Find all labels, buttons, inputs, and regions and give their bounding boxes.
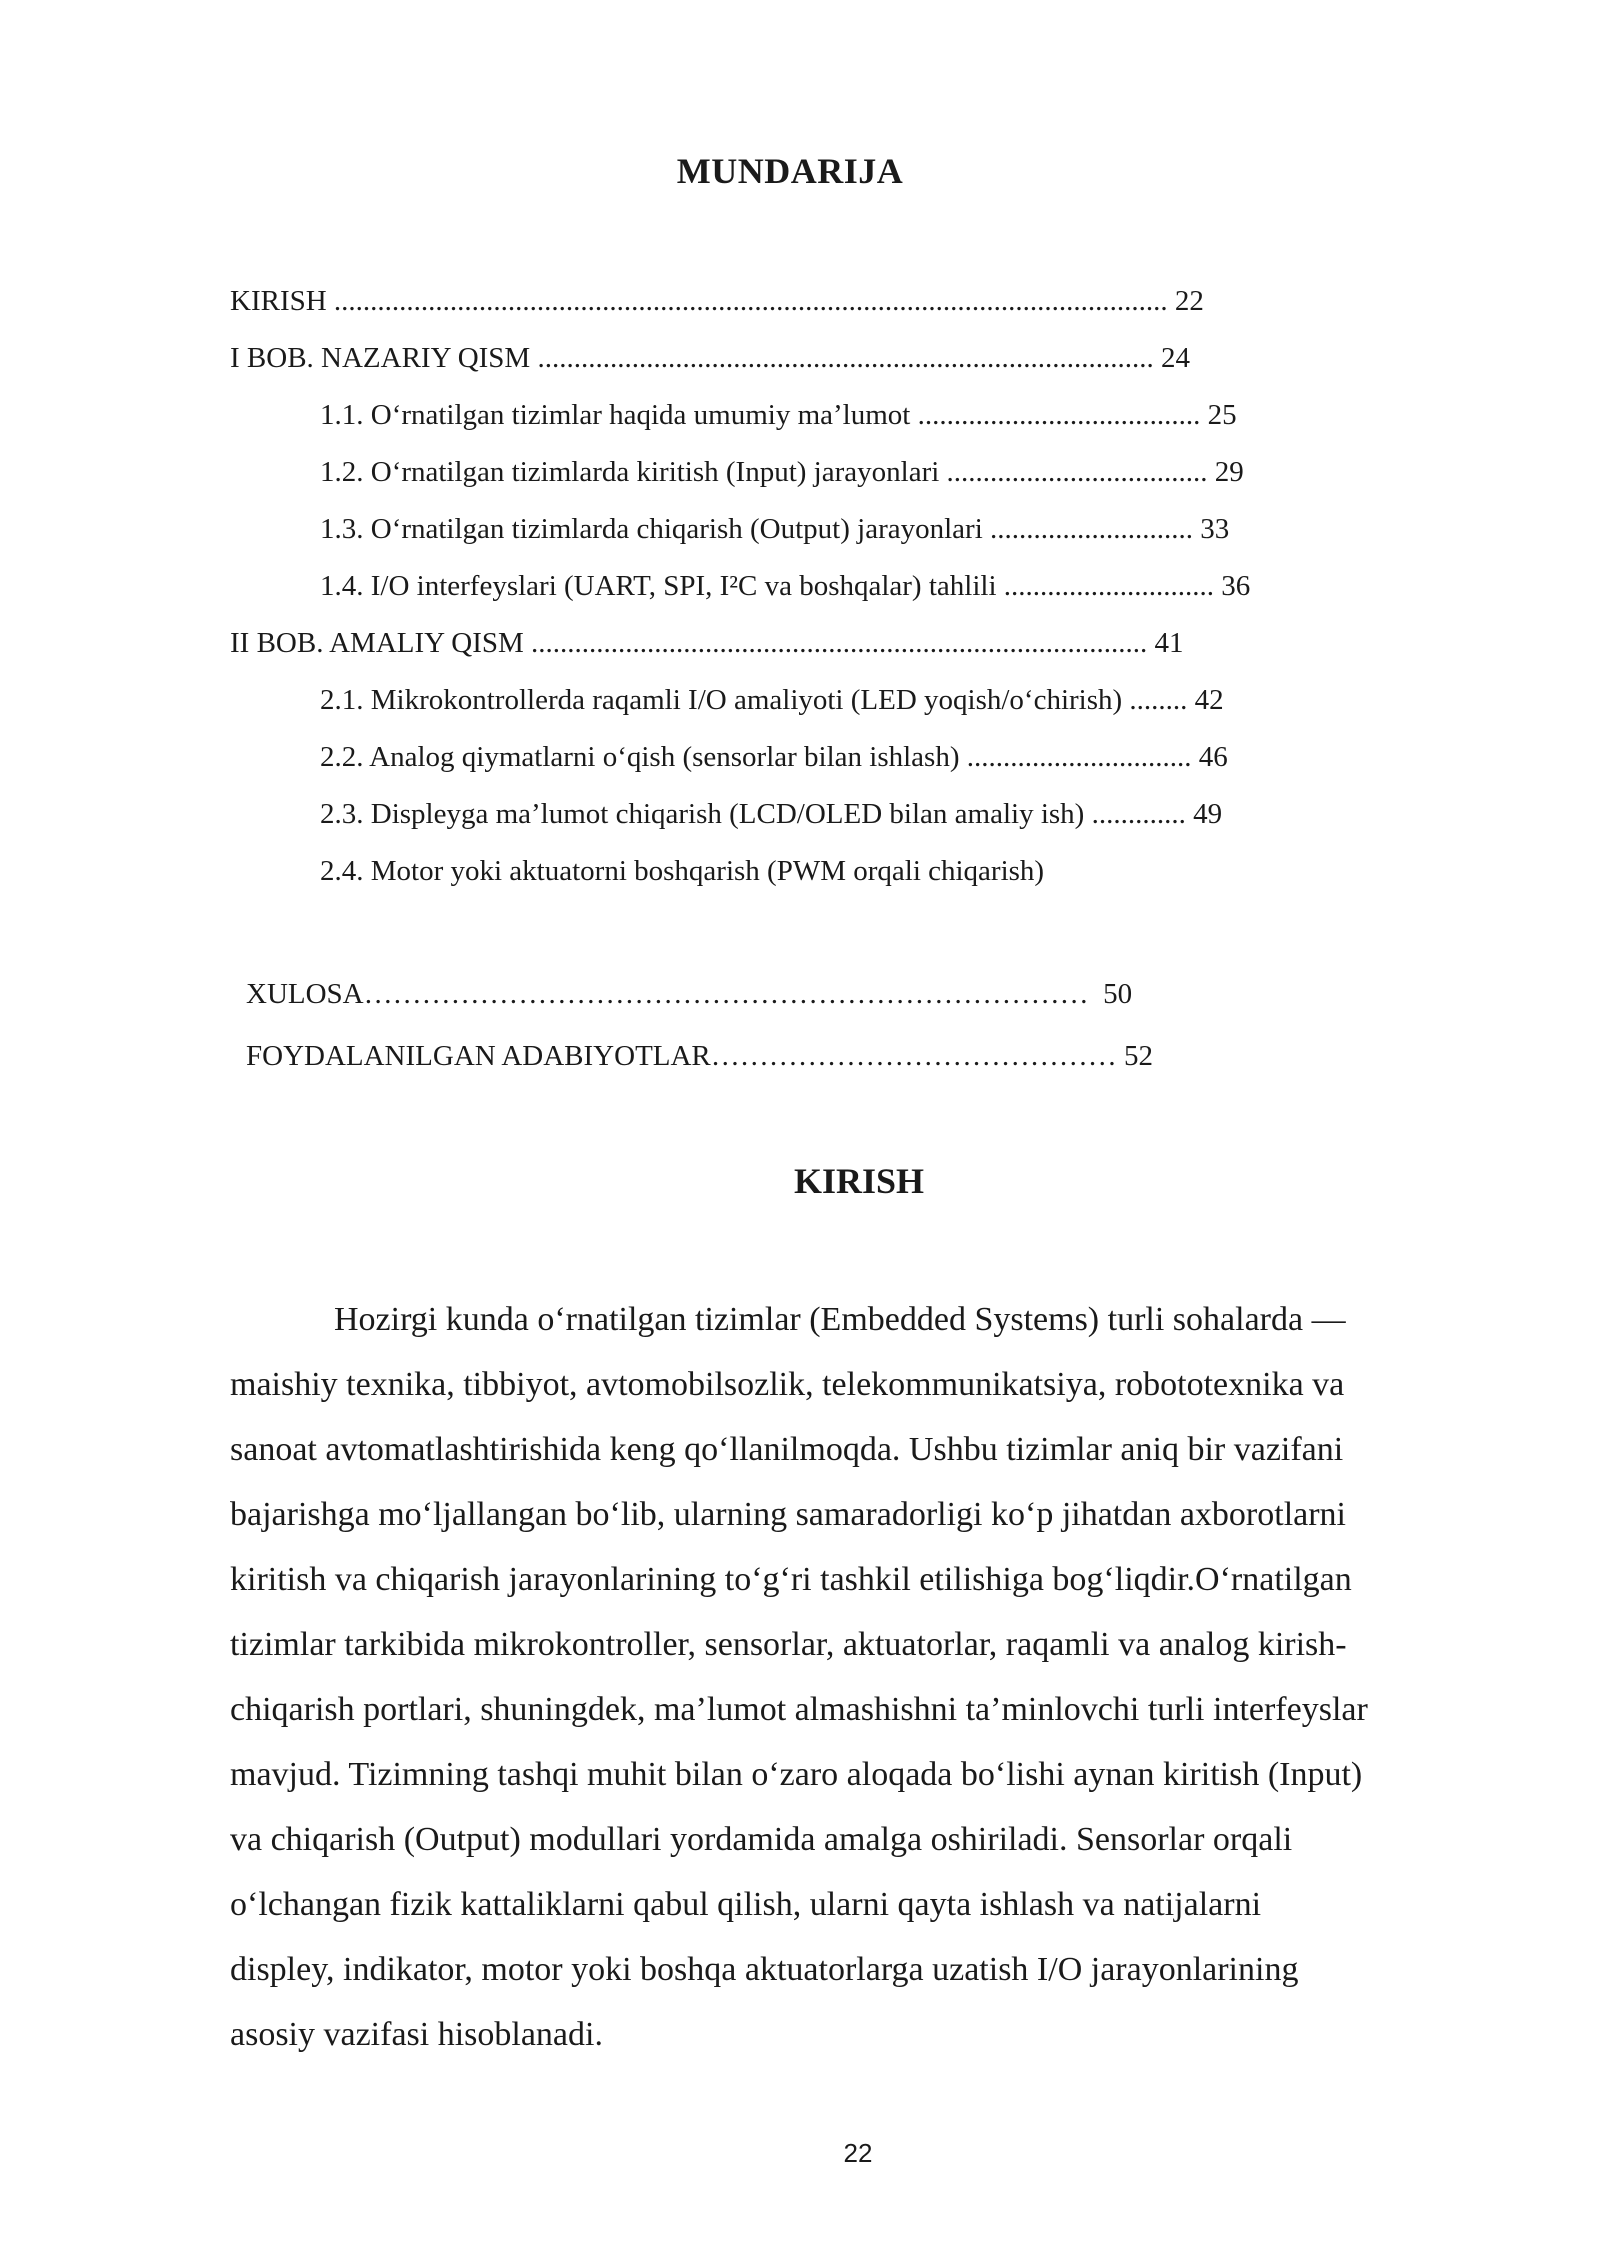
paragraph-line: asosiy vazifasi hisoblanadi. bbox=[230, 2016, 603, 2053]
toc-entry-adabiyotlar[interactable] bbox=[246, 1038, 1153, 1074]
toc-page-number: 29 bbox=[1207, 456, 1244, 488]
toc-page-number: 41 bbox=[1147, 627, 1184, 659]
toc-entry-label: 1.2. O‘rnatilgan tizimlarda kiritish (Input) jarayonlari bbox=[320, 456, 947, 488]
toc-entry-label: FOYDALANILGAN ADABIYOTLAR bbox=[246, 1040, 711, 1072]
toc-page-number: 36 bbox=[1214, 570, 1251, 602]
paragraph-line: tizimlar tarkibida mikrokontroller, sensorlar, aktuatorlar, raqamli va analog kirish- bbox=[230, 1626, 1347, 1663]
toc-entry-1-1[interactable] bbox=[320, 397, 1237, 433]
toc-entry-2-2[interactable] bbox=[320, 739, 1228, 775]
toc-leader-dots: ........ bbox=[1129, 684, 1188, 716]
toc-page-number: 50 bbox=[1088, 978, 1133, 1010]
toc-entry-label: 2.3. Displeyga ma’lumot chiqarish (LCD/OLED bilan amaliy ish) bbox=[320, 798, 1092, 830]
toc-leader-dots: …………………………………… bbox=[710, 1040, 1117, 1072]
toc-leader-dots: ....................................... bbox=[917, 399, 1201, 431]
toc-page-number: 25 bbox=[1200, 399, 1237, 431]
toc-entry-2-4[interactable] bbox=[320, 853, 1044, 889]
paragraph-line: mavjud. Tizimning tashqi muhit bilan o‘zaro aloqada bo‘lishi aynan kiritish (Input) bbox=[230, 1756, 1363, 1793]
toc-page-number: 22 bbox=[1167, 285, 1204, 317]
toc-entry-label: KIRISH bbox=[230, 285, 334, 317]
toc-entry-label: I BOB. NAZARIY QISM bbox=[230, 342, 538, 374]
toc-leader-dots: ............. bbox=[1091, 798, 1186, 830]
toc-leader-dots: ..................................................................................... bbox=[537, 342, 1154, 374]
toc-page-number: 49 bbox=[1185, 798, 1223, 830]
toc-entry-label: 2.2. Analog qiymatlarni o‘qish (sensorlar bilan ishlash) bbox=[320, 741, 967, 773]
toc-leader-dots: ............................. bbox=[1003, 570, 1215, 602]
toc-page-number: 33 bbox=[1193, 513, 1230, 545]
toc-leader-dots: .................................... bbox=[946, 456, 1208, 488]
toc-entry-label: 2.1. Mikrokontrollerda raqamli I/O amaliyoti (LED yoqish/o‘chirish) bbox=[320, 684, 1130, 716]
toc-entry-label: XULOSA bbox=[246, 978, 364, 1010]
toc-page-number: 24 bbox=[1153, 342, 1190, 374]
toc-entry-1-3[interactable] bbox=[320, 511, 1229, 547]
paragraph-line: chiqarish portlari, shuningdek, ma’lumot almashishni ta’minlovchi turli interfeyslar bbox=[230, 1691, 1368, 1728]
paragraph-line: va chiqarish (Output) modullari yordamida amalga oshiriladi. Sensorlar orqali bbox=[230, 1821, 1293, 1858]
toc-leader-dots: ………………………………………………………………… bbox=[363, 978, 1089, 1010]
toc-leader-dots: ............................ bbox=[990, 513, 1194, 545]
paragraph-line: maishiy texnika, tibbiyot, avtomobilsozlik, telekommunikatsiya, robototexnika va bbox=[230, 1366, 1345, 1403]
toc-entry-label: 1.4. I/O interfeyslari (UART, SPI, I²C va boshqalar) tahlili bbox=[320, 570, 1004, 602]
toc-page-number: 42 bbox=[1187, 684, 1224, 716]
toc-entry-kirish[interactable] bbox=[230, 283, 1204, 319]
paragraph-line: displey, indikator, motor yoki boshqa aktuatorlarga uzatish I/O jarayonlarining bbox=[230, 1951, 1299, 1988]
toc-leader-dots: ................................................................................................................... bbox=[333, 285, 1168, 317]
page-title: MUNDARIJA bbox=[676, 151, 904, 191]
page-number: 22 bbox=[843, 2138, 873, 2168]
toc-leader-dots: ..................................................................................... bbox=[531, 627, 1148, 659]
toc-entry-label: 1.1. O‘rnatilgan tizimlar haqida umumiy ma’lumot bbox=[320, 399, 918, 431]
toc-leader-dots: ............................... bbox=[966, 741, 1192, 773]
toc-entry-1-2[interactable] bbox=[320, 454, 1244, 490]
paragraph-line: kiritish va chiqarish jarayonlarining to‘g‘ri tashkil etilishiga bog‘liqdir.O‘rnatilgan bbox=[230, 1561, 1352, 1598]
toc-page-number: 52 bbox=[1116, 1040, 1154, 1072]
toc-entry-1-4[interactable] bbox=[320, 568, 1250, 604]
section-heading: KIRISH bbox=[793, 1161, 925, 1201]
toc-entry-chapter-1[interactable] bbox=[230, 340, 1190, 376]
toc-entry-label: 1.3. O‘rnatilgan tizimlarda chiqarish (Output) jarayonlari bbox=[320, 513, 991, 545]
toc-page-number: 46 bbox=[1191, 741, 1228, 773]
toc-entry-2-3[interactable] bbox=[320, 796, 1222, 832]
toc-entry-chapter-2[interactable] bbox=[230, 625, 1184, 661]
toc-entry-label: 2.4. Motor yoki aktuatorni boshqarish (PWM orqali chiqarish) bbox=[320, 855, 1045, 887]
toc-entry-xulosa[interactable] bbox=[246, 976, 1132, 1012]
paragraph-line: sanoat avtomatlashtirishida keng qo‘llanilmoqda. Ushbu tizimlar aniq bir vazifani bbox=[230, 1431, 1344, 1468]
paragraph-line: o‘lchangan fizik kattaliklarni qabul qilish, ularni qayta ishlash va natijalarni bbox=[230, 1886, 1262, 1923]
toc-entry-label: II BOB. AMALIY QISM bbox=[230, 627, 532, 659]
paragraph-line: bajarishga mo‘ljallangan bo‘lib, ularning samaradorligi ko‘p jihatdan axborotlarni bbox=[230, 1496, 1347, 1533]
toc-entry-2-1[interactable] bbox=[320, 682, 1224, 718]
paragraph-line: Hozirgi kunda o‘rnatilgan tizimlar (Embedded Systems) turli sohalarda — bbox=[334, 1301, 1346, 1338]
